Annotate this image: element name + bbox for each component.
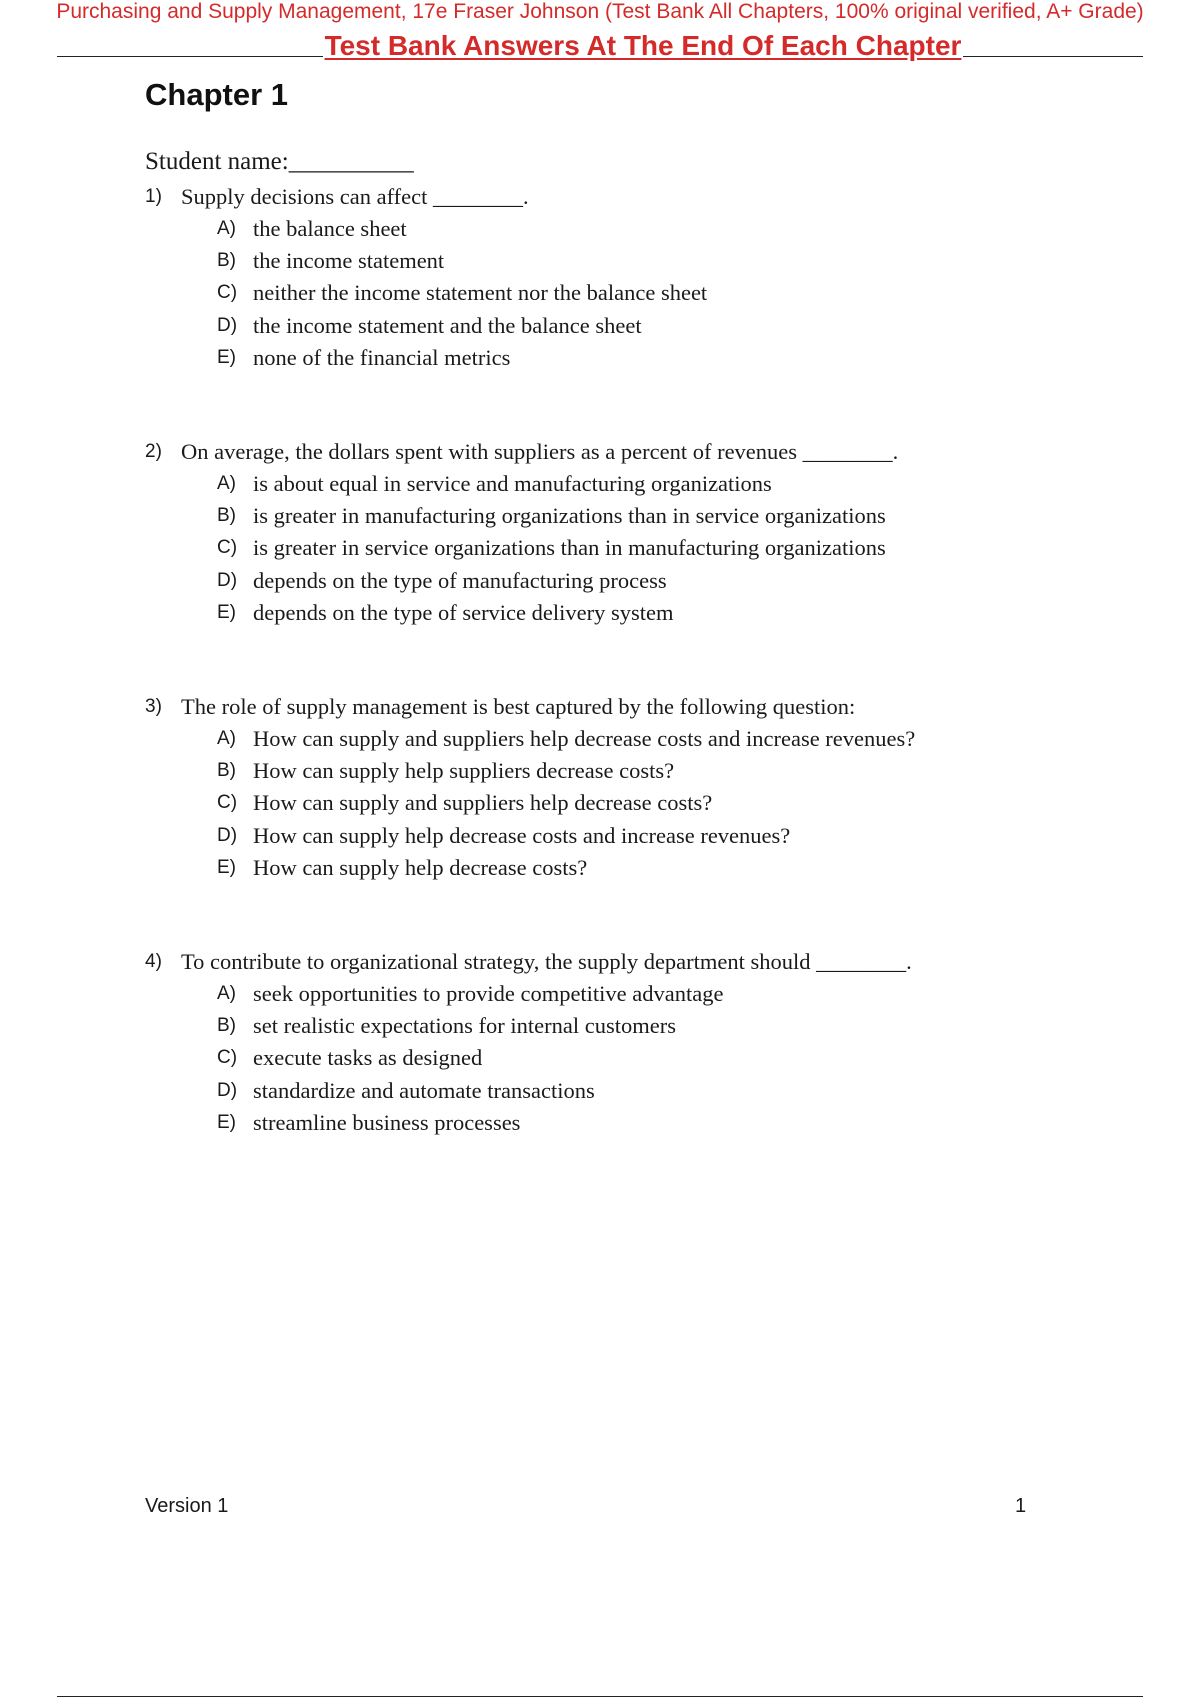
option-letter: E) <box>217 601 236 623</box>
option-a <box>217 978 1145 1010</box>
option-text: set realistic expectations for internal customers <box>253 1013 676 1039</box>
page-number: 1 <box>1015 1495 1027 1517</box>
option-text: depends on the type of service delivery system <box>253 599 674 625</box>
option-list <box>217 978 1145 1139</box>
option-text: neither the income statement nor the balance sheet <box>253 280 708 306</box>
option-b <box>217 755 1145 787</box>
option-letter: E) <box>217 856 236 878</box>
option-letter: B) <box>217 250 236 272</box>
option-text: the balance sheet <box>253 216 407 241</box>
option-text: the income statement <box>253 248 445 274</box>
question-number: 4) <box>145 951 162 973</box>
option-d <box>217 820 1145 852</box>
question-1 <box>145 181 1145 374</box>
option-text: streamline business processes <box>253 1109 521 1135</box>
option-text: execute tasks as designed <box>253 1045 483 1071</box>
question-4 <box>145 946 1145 1139</box>
document-subtitle <box>0 29 1200 63</box>
question-stem: On average, the dollars spent with suppliers as a percent of revenues ________. <box>181 439 899 465</box>
option-list <box>217 723 1145 884</box>
chapter-title: Chapter 1 <box>145 77 288 112</box>
option-a <box>217 213 1145 245</box>
option-letter: C) <box>217 282 238 304</box>
question-2 <box>145 436 1145 629</box>
option-letter: B) <box>217 1015 236 1037</box>
option-letter: E) <box>217 346 236 368</box>
option-text: seek opportunities to provide competitive advantage <box>253 981 724 1007</box>
option-text: How can supply help suppliers decrease costs? <box>253 758 675 784</box>
student-name-field: Student name:__________ <box>145 148 414 175</box>
option-text: How can supply help decrease costs and increase revenues? <box>253 822 791 848</box>
option-text: standardize and automate transactions <box>253 1077 595 1103</box>
question-stem: To contribute to organizational strategy, the supply department should ________. <box>181 949 912 975</box>
question-number: 1) <box>145 186 162 207</box>
option-d <box>217 310 1145 342</box>
option-c <box>217 1042 1145 1074</box>
footer-version: Version 1 <box>145 1495 229 1517</box>
option-letter: A) <box>217 473 236 495</box>
footer-divider <box>57 1696 1143 1697</box>
option-list <box>217 213 1145 374</box>
document-banner: Purchasing and Supply Management, 17e Fraser Johnson (Test Bank All Chapters, 100% original verified, A+ Grade) <box>56 0 1144 23</box>
option-text: How can supply and suppliers help decrease costs? <box>253 790 713 816</box>
option-letter: C) <box>217 537 238 559</box>
option-letter: D) <box>217 824 238 846</box>
option-e <box>217 342 1145 374</box>
question-number: 3) <box>145 696 162 718</box>
question-stem: Supply decisions can affect ________. <box>181 184 529 209</box>
option-text: depends on the type of manufacturing process <box>253 567 667 593</box>
option-letter: B) <box>217 505 236 527</box>
subtitle-text: Test Bank Answers At The End Of Each Chapter <box>324 30 962 61</box>
option-letter: E) <box>217 1111 236 1133</box>
option-list <box>217 468 1145 629</box>
question-list <box>145 181 1145 1201</box>
question-3 <box>145 691 1145 884</box>
option-text: is greater in manufacturing organizations than in service organizations <box>253 503 886 529</box>
option-letter: C) <box>217 792 238 814</box>
option-letter: C) <box>217 1047 238 1069</box>
option-b <box>217 245 1145 277</box>
option-e <box>217 852 1145 884</box>
option-c <box>217 532 1145 564</box>
option-text: the income statement and the balance sheet <box>253 312 642 338</box>
question-number: 2) <box>145 441 162 463</box>
question-stem: The role of supply management is best captured by the following question: <box>181 694 856 720</box>
option-e <box>217 1107 1145 1139</box>
option-text: is greater in service organizations than in manufacturing organizations <box>253 535 886 561</box>
option-c <box>217 277 1145 309</box>
option-b <box>217 500 1145 532</box>
option-a <box>217 468 1145 500</box>
option-text: is about equal in service and manufacturing organizations <box>253 471 772 497</box>
option-text: How can supply help decrease costs? <box>253 854 588 880</box>
option-letter: B) <box>217 760 236 782</box>
option-letter: A) <box>217 728 236 750</box>
option-text: none of the financial metrics <box>253 344 511 370</box>
option-letter: A) <box>217 218 236 239</box>
option-letter: A) <box>217 983 236 1005</box>
option-e <box>217 597 1145 629</box>
option-b <box>217 1010 1145 1042</box>
option-d <box>217 1075 1145 1107</box>
option-letter: D) <box>217 569 238 591</box>
option-letter: D) <box>217 1079 238 1101</box>
option-d <box>217 565 1145 597</box>
option-a <box>217 723 1145 755</box>
option-letter: D) <box>217 314 238 336</box>
option-c <box>217 787 1145 819</box>
option-text: How can supply and suppliers help decrease costs and increase revenues? <box>253 726 916 752</box>
